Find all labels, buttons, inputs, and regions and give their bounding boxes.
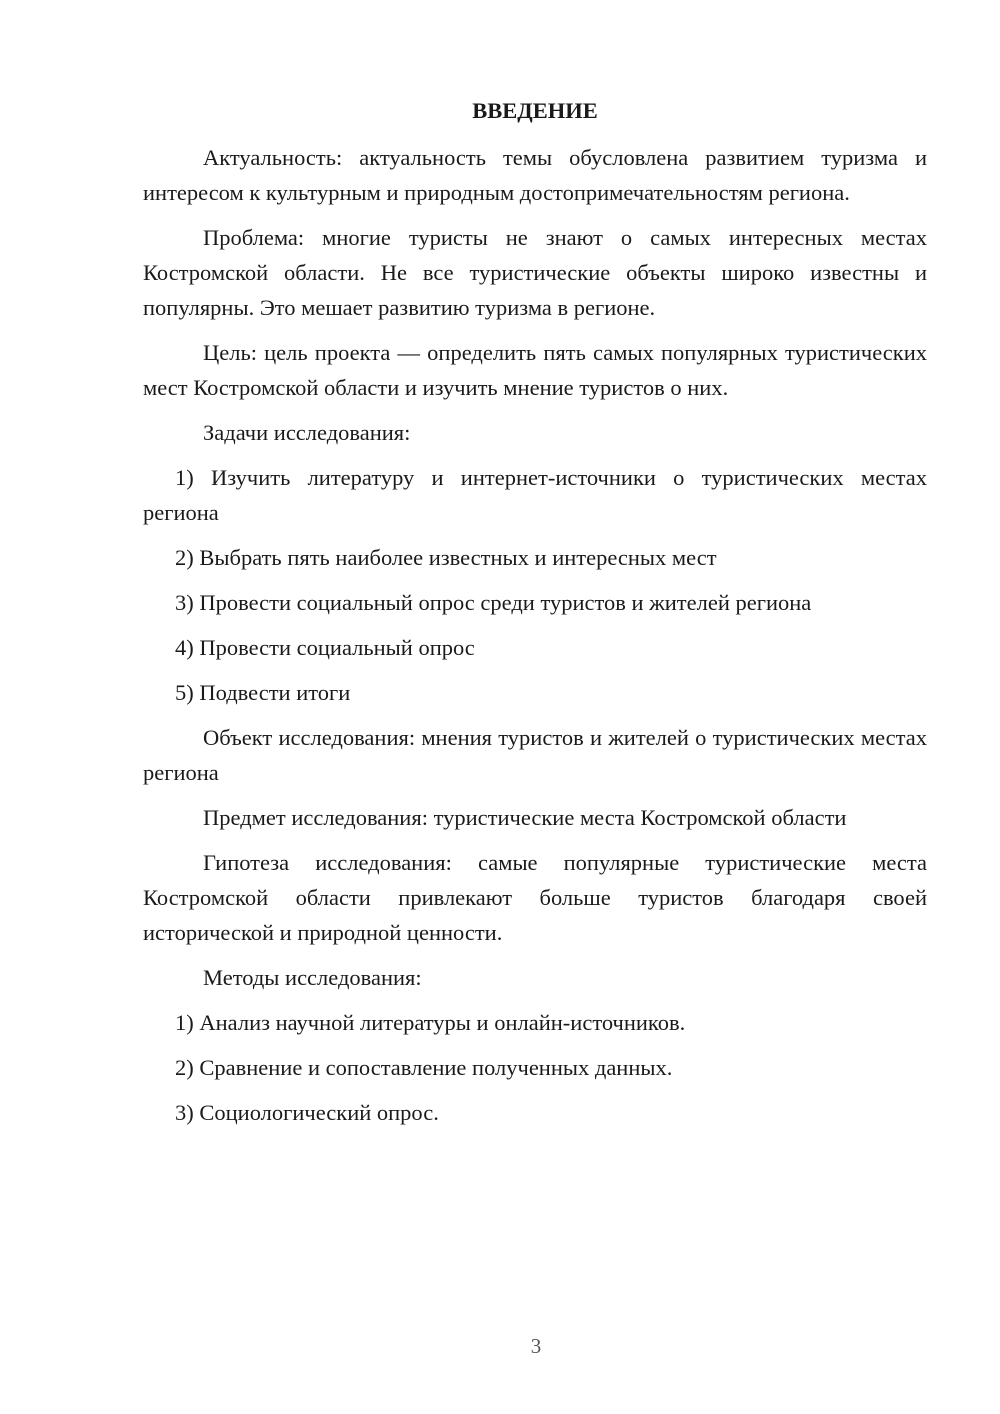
task-item: 1) Изучить литературу и интернет-источники о туристических местах региона — [143, 465, 927, 525]
page-body — [143, 92, 927, 1140]
relevance-paragraph: Актуальность: актуальность темы обусловлена развитием туризма и интересом к культурным и природным достопримечательностям региона. — [143, 145, 927, 205]
goal-paragraph: Цель: цель проекта — определить пять самых популярных туристических мест Костромской области и изучить мнение туристов о них. — [143, 340, 927, 400]
method-item: 1) Анализ научной литературы и онлайн-источников. — [175, 1010, 686, 1035]
task-item: 3) Провести социальный опрос среди туристов и жителей региона — [175, 590, 812, 615]
tasks-heading: Задачи исследования: — [203, 420, 411, 445]
task-item: 2) Выбрать пять наиболее известных и интересных мест — [175, 545, 717, 570]
hypothesis-paragraph: Гипотеза исследования: самые популярные туристические места Костромской области привлекают больше туристов благодаря своей исторической и природной ценности. — [143, 850, 927, 945]
method-item: 2) Сравнение и сопоставление полученных данных. — [175, 1055, 673, 1080]
task-item: 5) Подвести итоги — [175, 680, 351, 705]
methods-heading: Методы исследования: — [203, 965, 422, 990]
problem-paragraph: Проблема: многие туристы не знают о самых интересных местах Костромской области. Не все туристические объекты широко известны и популярны. Это мешает развитию туризма в регионе. — [143, 225, 927, 320]
subject-paragraph: Предмет исследования: туристические места Костромской области — [203, 805, 847, 830]
object-paragraph: Объект исследования: мнения туристов и жителей о туристических местах региона — [143, 725, 927, 785]
section-title: ВВЕДЕНИЕ — [472, 98, 598, 123]
page-number: 3 — [530, 1334, 542, 1358]
method-item: 3) Социологический опрос. — [175, 1100, 439, 1125]
task-item: 4) Провести социальный опрос — [175, 635, 475, 660]
